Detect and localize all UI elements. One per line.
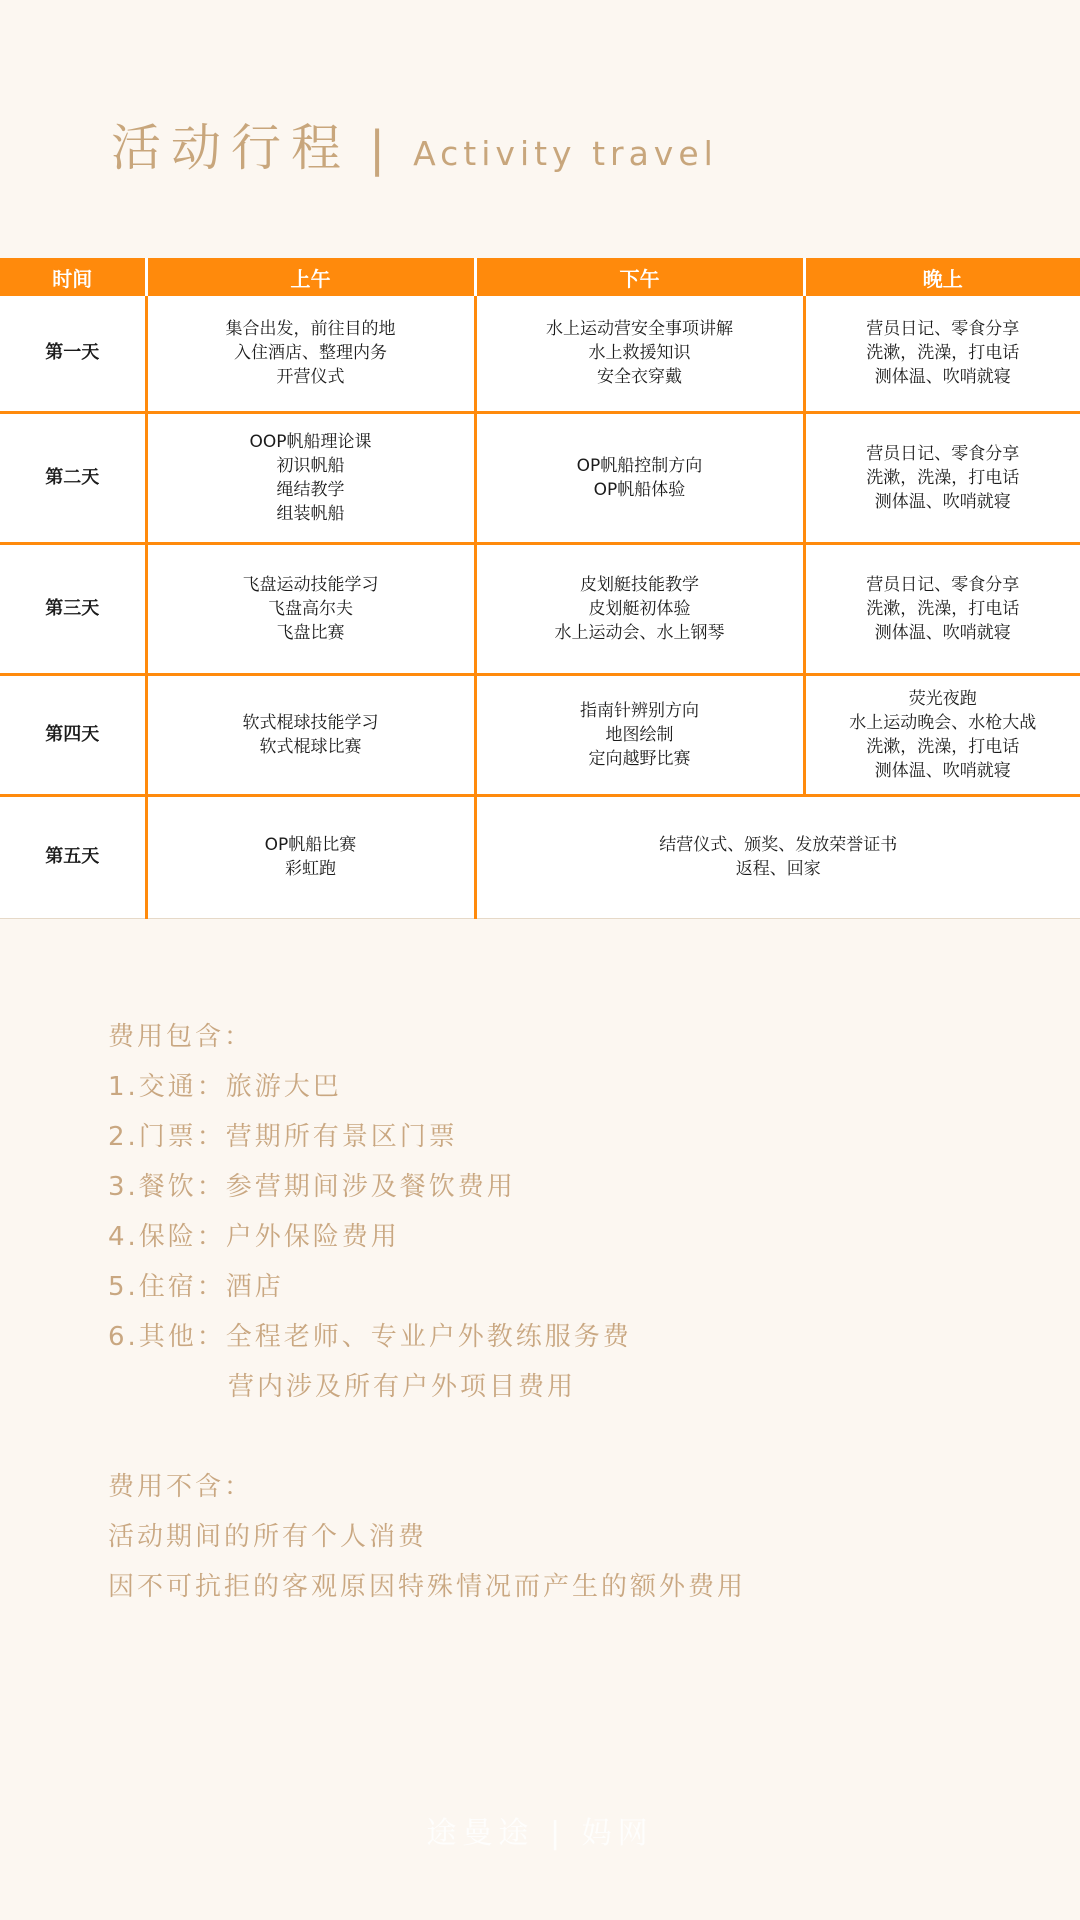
title-chinese: 活动行程 bbox=[111, 119, 351, 177]
cell-line: 洗漱，洗澡，打电话 bbox=[866, 736, 1020, 757]
table-row bbox=[0, 412, 1080, 543]
watermark: 途曼途 | 妈网 bbox=[426, 1816, 654, 1851]
header-time: 时间 bbox=[0, 258, 146, 296]
cell-line: 皮划艇技能教学 bbox=[580, 574, 699, 595]
cell-line: 指南针辨别方向 bbox=[580, 700, 699, 721]
fee-item-continuation: 营内涉及所有户外项目费用 bbox=[228, 1372, 577, 1402]
cell-line: 洗漱，洗澡，打电话 bbox=[866, 343, 1020, 364]
page-title bbox=[111, 108, 718, 180]
cell-line: 软式棍球比赛 bbox=[259, 736, 362, 757]
table-row bbox=[0, 543, 1080, 674]
day-label: 第二天 bbox=[0, 412, 146, 543]
fees-section bbox=[108, 1012, 746, 1612]
cell-line: 软式棍球技能学习 bbox=[242, 712, 379, 733]
morning-cell bbox=[146, 795, 475, 918]
fee-item: 2.门票：营期所有景区门票 bbox=[108, 1122, 458, 1152]
cell-line: 测体温、吹哨就寝 bbox=[874, 622, 1011, 643]
fee-item: 3.餐饮：参营期间涉及餐饮费用 bbox=[108, 1172, 516, 1202]
day-label: 第五天 bbox=[0, 795, 146, 918]
cell-line: 飞盘比赛 bbox=[276, 622, 345, 643]
cell-line: 水上运动营安全事项讲解 bbox=[546, 319, 733, 340]
table-row bbox=[0, 296, 1080, 412]
title-separator: | bbox=[369, 121, 386, 177]
cell-line: 入住酒店、整理内务 bbox=[234, 343, 387, 364]
fees-excluded-heading: 费用不含： bbox=[108, 1472, 254, 1502]
afternoon-cell bbox=[475, 543, 804, 674]
morning-cell bbox=[146, 296, 475, 412]
cell-line: 初识帆船 bbox=[276, 455, 345, 476]
fee-item: 1.交通：旅游大巴 bbox=[108, 1072, 342, 1102]
cell-line: 测体温、吹哨就寝 bbox=[874, 491, 1011, 512]
cell-line: 返程、回家 bbox=[735, 859, 821, 879]
cell-line: 飞盘高尔夫 bbox=[268, 598, 353, 619]
cell-line: 集合出发，前往目的地 bbox=[225, 319, 396, 340]
cell-line: 荧光夜跑 bbox=[908, 688, 977, 709]
morning-cell bbox=[146, 412, 475, 543]
cell-line: 洗漱，洗澡，打电话 bbox=[866, 598, 1020, 619]
day-label: 第一天 bbox=[0, 296, 146, 412]
fee-item: 4.保险：户外保险费用 bbox=[108, 1222, 400, 1252]
afternoon-evening-cell bbox=[475, 795, 1080, 918]
excluded-item: 活动期间的所有个人消费 bbox=[108, 1522, 428, 1552]
evening-cell bbox=[804, 543, 1080, 674]
cell-line: 测体温、吹哨就寝 bbox=[874, 760, 1011, 781]
cell-line: 地图绘制 bbox=[605, 724, 674, 745]
cell-line: 水上运动会、水上钢琴 bbox=[554, 622, 725, 643]
evening-cell bbox=[804, 674, 1080, 795]
day-label: 第三天 bbox=[0, 543, 146, 674]
day-label: 第四天 bbox=[0, 674, 146, 795]
cell-line: 组装帆船 bbox=[276, 503, 345, 524]
title-english: Activity travel bbox=[413, 134, 718, 173]
cell-line: 洗漱，洗澡，打电话 bbox=[866, 467, 1020, 488]
fee-item: 5.住宿：酒店 bbox=[108, 1272, 284, 1302]
cell-line: 飞盘运动技能学习 bbox=[242, 574, 379, 595]
cell-line: 定向越野比赛 bbox=[588, 748, 691, 769]
table-row bbox=[0, 674, 1080, 795]
cell-line: 皮划艇初体验 bbox=[588, 598, 691, 619]
cell-line: OP帆船比赛 bbox=[264, 835, 357, 855]
cell-line: OP帆船控制方向 bbox=[576, 455, 703, 476]
cell-line: OOP帆船理论课 bbox=[249, 431, 372, 452]
schedule-header-row bbox=[0, 258, 1080, 296]
header-afternoon: 下午 bbox=[475, 258, 804, 296]
cell-line: 结营仪式、颁奖、发放荣誉证书 bbox=[659, 835, 898, 855]
cell-line: 测体温、吹哨就寝 bbox=[874, 367, 1011, 388]
evening-cell bbox=[804, 296, 1080, 412]
fees-included-heading: 费用包含： bbox=[108, 1022, 254, 1052]
cell-line: 营员日记、零食分享 bbox=[866, 574, 1020, 595]
cell-line: 水上救援知识 bbox=[588, 343, 691, 364]
afternoon-cell bbox=[475, 296, 804, 412]
cell-line: 绳结教学 bbox=[276, 479, 345, 500]
cell-line: OP帆船体验 bbox=[593, 479, 686, 500]
cell-line: 营员日记、零食分享 bbox=[866, 319, 1020, 340]
cell-line: 彩虹跑 bbox=[285, 859, 336, 879]
morning-cell bbox=[146, 674, 475, 795]
cell-line: 水上运动晚会、水枪大战 bbox=[849, 712, 1037, 733]
header-evening: 晚上 bbox=[804, 258, 1080, 296]
evening-cell bbox=[804, 412, 1080, 543]
excluded-item: 因不可抗拒的客观原因特殊情况而产生的额外费用 bbox=[108, 1572, 747, 1602]
morning-cell bbox=[146, 543, 475, 674]
cell-line: 开营仪式 bbox=[276, 367, 345, 388]
header-morning: 上午 bbox=[146, 258, 475, 296]
cell-line: 营员日记、零食分享 bbox=[866, 443, 1020, 464]
cell-line: 安全衣穿戴 bbox=[597, 367, 682, 388]
table-row bbox=[0, 795, 1080, 918]
spacer bbox=[108, 1412, 746, 1462]
afternoon-cell bbox=[475, 412, 804, 543]
fee-item: 6.其他：全程老师、专业户外教练服务费 bbox=[108, 1322, 632, 1352]
schedule-table bbox=[0, 258, 1080, 919]
afternoon-cell bbox=[475, 674, 804, 795]
